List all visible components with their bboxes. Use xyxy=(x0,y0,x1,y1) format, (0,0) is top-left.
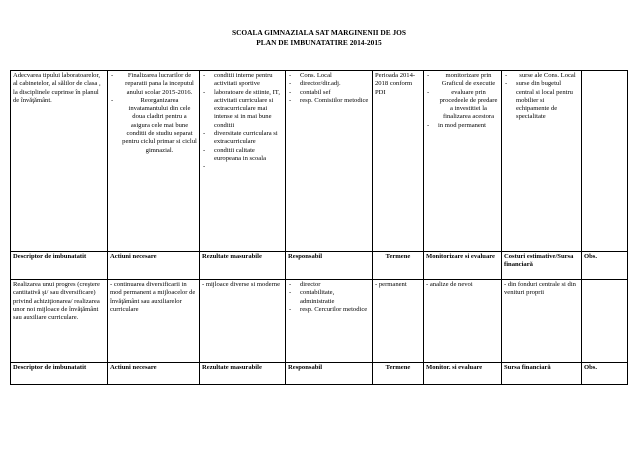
cell-obs xyxy=(582,71,628,252)
list-item: - diversitate curriculara si extracurriculare xyxy=(202,130,283,147)
school-name: SCOALA GIMNAZIALA SAT MARGINENII DE JOS xyxy=(231,28,407,37)
list-item: - contabilitate, administratie xyxy=(288,289,370,306)
table-row xyxy=(11,71,628,252)
cell-termene: Perioada 2014-2018 conform PDI xyxy=(373,71,424,252)
list-item: - laboratoare de stiinte, IT, activitati curriculare si extracurriculare mai intense si in mai bune conditii xyxy=(202,89,283,130)
cell-descriptor: Realizarea unui progres (creştere cantitativă şi/ sau diversificare) privind achiziţionarea/ realizarea unor noi mijloace de învăţământ sau auxiliare curriculare. xyxy=(11,280,108,363)
plan-title: PLAN DE IMBUNATATIRE 2014-2015 xyxy=(256,38,382,47)
list-item: - evaluare prin procedeele de predare a investitiei la finalizarea acestora xyxy=(426,89,499,122)
cell-monitorizare xyxy=(424,71,502,252)
header-obs: Obs. xyxy=(582,363,628,385)
cell-monitorizare: - analize de nevoi xyxy=(424,280,502,363)
list-item: - in mod permanent xyxy=(426,122,499,130)
improvement-plan-table xyxy=(10,70,628,385)
cell-termene: - permanent xyxy=(373,280,424,363)
list-monitorizare xyxy=(426,72,499,130)
cell-actiuni: - continuarea diversificarii in mod permanent a mijloacelor de învăţământ sau auxiliarelor curriculare xyxy=(108,280,200,363)
cell-responsabil xyxy=(286,71,373,252)
list-item: - resp. Cercurilor metodice xyxy=(288,306,370,314)
list-item: - Finalizarea lucrarilor de reparatii pana la inceputul anului scolar 2015-2016. xyxy=(110,72,197,97)
header-responsabil: Responsabil xyxy=(286,363,373,385)
document-title xyxy=(0,28,638,48)
list-item: - contabil sef xyxy=(288,89,370,97)
header-descriptor: Descriptor de imbunatatit xyxy=(11,252,108,280)
table-header-row xyxy=(11,363,628,385)
list-item: - conditii interne pentru activitati sportive xyxy=(202,72,283,89)
list-item: - Reorganizarea invatamantului din cele doua cladiri pentru a asigura cele mai bune conditii de studiu separat pentru ciclul primar si ciclul gimnazial. xyxy=(110,97,197,155)
header-rezultate: Rezultate masurabile xyxy=(200,363,286,385)
list-responsabil xyxy=(288,72,370,105)
header-termene: Termene xyxy=(373,252,424,280)
list-rezultate xyxy=(202,72,283,172)
cell-costuri xyxy=(502,71,582,252)
list-item: - surse ale Cons. Local xyxy=(504,72,579,80)
cell-rezultate: - mijloace diverse si moderne xyxy=(200,280,286,363)
cell-actiuni xyxy=(108,71,200,252)
cell-costuri: - din fonduri centrale si din venituri proprii xyxy=(502,280,582,363)
header-obs: Obs. xyxy=(582,252,628,280)
list-item: - resp. Comisiilor metodice xyxy=(288,97,370,105)
cell-obs xyxy=(582,280,628,363)
list-actiuni xyxy=(110,72,197,155)
header-monitorizare: Monitorizare si evaluare xyxy=(424,252,502,280)
list-responsabil xyxy=(288,281,370,314)
header-termene: Termene xyxy=(373,363,424,385)
list-item: - conditii calitate europeana in scoala xyxy=(202,147,283,164)
list-item: - director xyxy=(288,281,370,289)
list-item: - Cons. Local xyxy=(288,72,370,80)
header-monitorizare: Monitor. si evaluare xyxy=(424,363,502,385)
list-item: - monitorizare prin Graficul de executie xyxy=(426,72,499,89)
header-descriptor: Descriptor de imbunatatit xyxy=(11,363,108,385)
header-sursa: Sursa financiară xyxy=(502,363,582,385)
table-header-row xyxy=(11,252,628,280)
cell-rezultate xyxy=(200,71,286,252)
table-row xyxy=(11,280,628,363)
cell-responsabil xyxy=(286,280,373,363)
header-costuri: Costuri estimative/Sursa financiară xyxy=(502,252,582,280)
header-actiuni: Actiuni necesare xyxy=(108,363,200,385)
header-rezultate: Rezultate masurabile xyxy=(200,252,286,280)
list-costuri xyxy=(504,72,579,122)
header-responsabil: Responsabil xyxy=(286,252,373,280)
list-item xyxy=(202,163,283,171)
list-item: - director/dir.adj. xyxy=(288,80,370,88)
header-actiuni: Actiuni necesare xyxy=(108,252,200,280)
cell-descriptor: Adecvarea tipului laboratoarelor, al cabinetelor, al sălilor de clasa , la disciplinele cuprinse în planul de învăţământ. xyxy=(11,71,108,252)
list-item: - surse din bugetul central si local pentru mobilier si echipamente de specialitate xyxy=(504,80,579,121)
